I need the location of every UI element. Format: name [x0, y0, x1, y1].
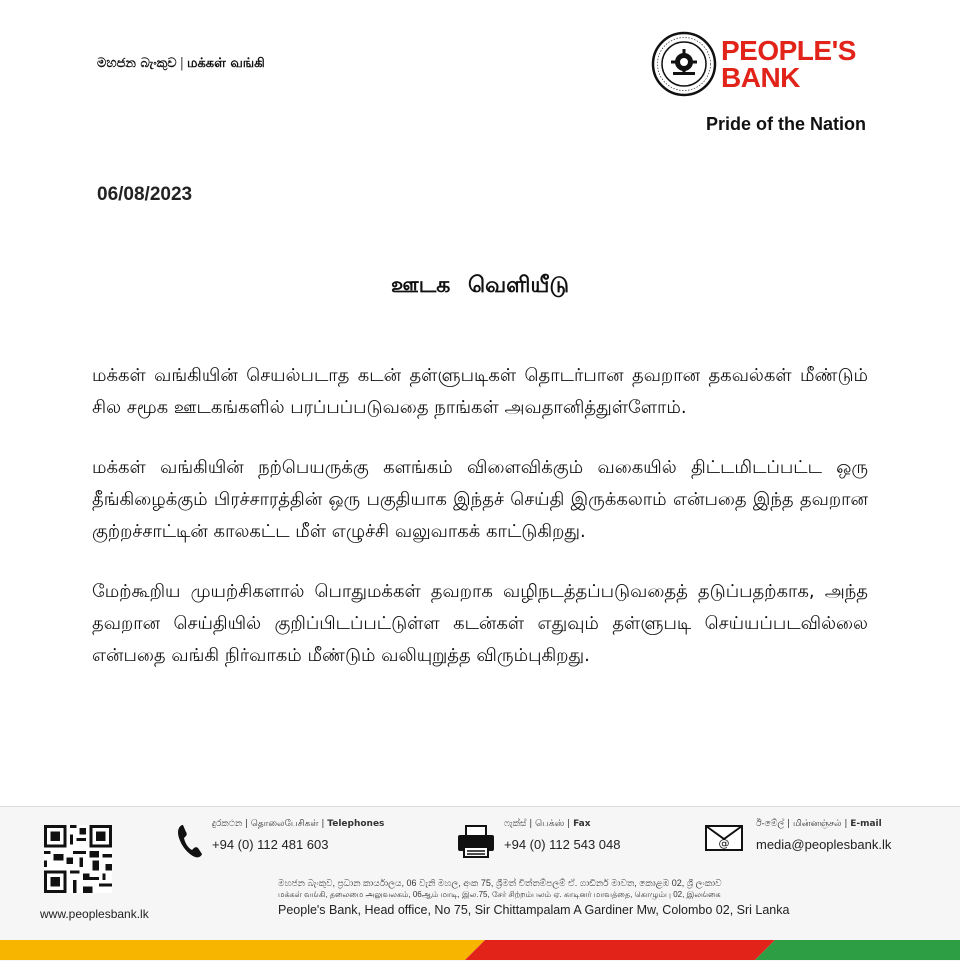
address-english: People's Bank, Head office, No 75, Sir Chittampalam A Gardiner Mw, Colombo 02, Sri Lanka: [278, 903, 790, 917]
fax-number: +94 (0) 112 543 048: [504, 837, 621, 852]
email-icon: [704, 823, 744, 853]
phone-icon: [176, 823, 204, 859]
website-link[interactable]: www.peoplesbank.lk: [40, 907, 149, 921]
address-sinhala: මහජන බැංකුව, ප්‍රධාන කාර්යාලය, 06 වැනි මහල, අංක 75, ශ්‍රීමත් චිත්තම්පලම් ඒ. ගාඩිනර් මාවත, කොළඹ 02, ශ්‍රී ලංකාව: [278, 878, 722, 888]
stripe-red: [465, 940, 775, 960]
fax-label: ෆැක්ස් | பெக்ஸ் | Fax: [504, 819, 591, 829]
paragraph-1: மக்கள் வங்கியின் செயல்படாத கடன் தள்ளுபடிகள் தொடர்பான தவறான தகவல்கள் மீண்டும் சில சமூக ஊடகங்களில் பரப்பப்படுவதை நாங்கள் அவதானித்துள்ளோம்.: [92, 365, 868, 418]
stripe-yellow: [0, 940, 485, 960]
footer: [0, 806, 960, 961]
logo-line-2: BANK: [721, 62, 800, 93]
document-title: ஊடக வெளியீடு: [391, 273, 569, 298]
email-address[interactable]: media@peoplesbank.lk: [756, 837, 892, 852]
stripe-green: [755, 940, 960, 960]
bank-name-header: මහජන බැංකුව | மக்கள் வங்கி: [97, 56, 265, 71]
bank-name-tamil: மக்கள் வங்கி: [186, 56, 265, 71]
svg-text:@: @: [718, 837, 730, 850]
email-label: ඊ-මේල් | மின்னஞ்சல் | E-mail: [756, 819, 882, 829]
brand-color-stripe: [0, 940, 960, 960]
fax-icon: [456, 823, 496, 859]
telephone-label: දුරකථන | தொலைபேசிகள் | Telephones: [212, 819, 385, 829]
bank-name-sinhala: මහජන බැංකුව: [97, 56, 177, 71]
head-office-address: [278, 877, 838, 919]
paragraph-2: மக்கள் வங்கியின் நற்பெயருக்கு களங்கம் விளைவிக்கும் வகையில் திட்டமிடப்பட்ட ஒரு தீங்கிழைக்கும் பிரச்சாரத்தின் ஒரு பகுதியாக இந்தச் செய்தி இருக்கலாம் என்பதை இந்த தவறான குற்றச்சாட்டின் காலகட்ட மீள் எழுச்சி வலுவாகக் காட்டுகிறது.: [92, 457, 868, 542]
press-release-body: [92, 360, 868, 700]
logo-wordmark: [721, 37, 856, 91]
paragraph-3: மேற்கூறிய முயற்சிகளால் பொதுமக்கள் தவறாக வழிநடத்தப்படுவதைத் தடுப்பதற்காக, அந்த தவறான செய்தியில் குறிப்பிடப்பட்டுள்ள கடன்கள் எதுவும் தள்ளுபடி செய்யப்படவில்லை என்பதை வங்கி நிர்வாகம் மீண்டும் வலியுறுத்த விரும்புகிறது.: [92, 581, 868, 666]
logo-line-1: PEOPLE'S: [721, 35, 856, 66]
release-date: 06/08/2023: [97, 184, 193, 205]
telephone-number[interactable]: +94 (0) 112 481 603: [212, 837, 329, 852]
address-tamil: மக்கள் வங்கி, தலைமை அலுவலகம், 06ஆம் மாடி, இல.75, சேர் சிற்றம்பலம் ஏ. காடினர் மாவத்தை, கொழும்பு 02, இலங்கை: [278, 890, 721, 899]
peoples-bank-logo: [651, 31, 871, 101]
bank-seal-icon: [651, 31, 717, 97]
tagline: Pride of the Nation: [705, 114, 866, 134]
qr-code-icon: [44, 825, 112, 893]
